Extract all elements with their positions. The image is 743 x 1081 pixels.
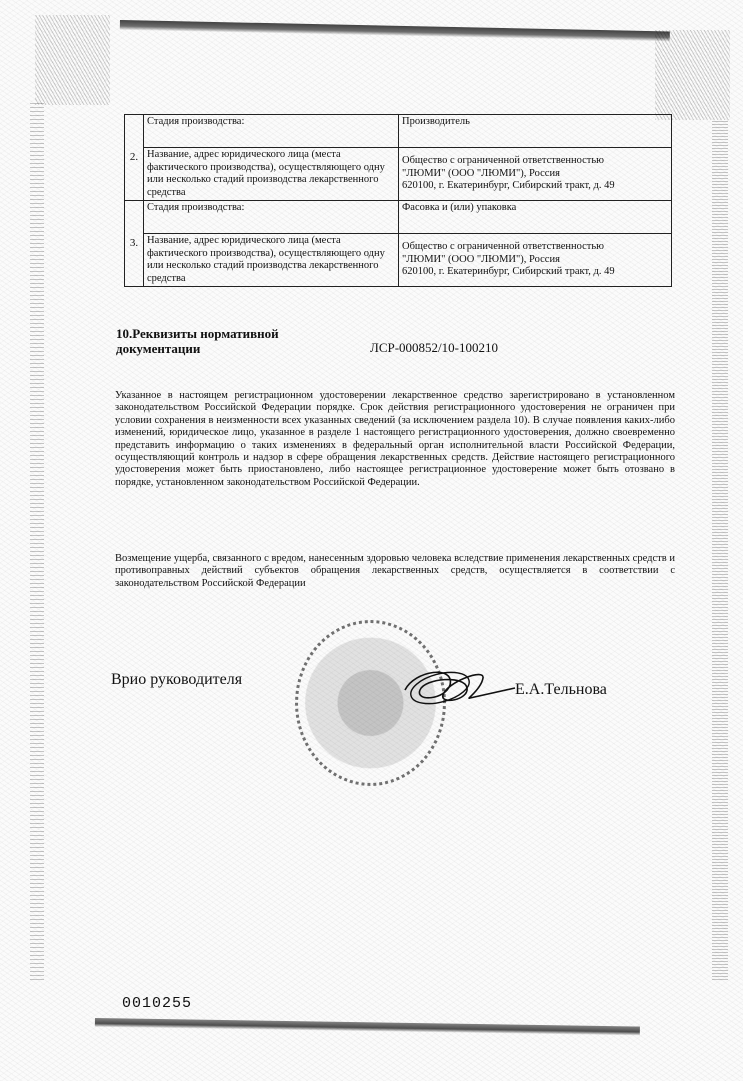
validity-paragraph: Указанное в настоящем регистрационном удостоверении лекарственное средство зарегистрировано в установленном законодательством Российской Федерации порядке. Срок действия регистрационного удостоверения не ограничен при условии сохранения в неизменности всех указанных сведений (за исключением раздела 10). В случае появления каких-либо изменений, юридическое лицо, указанное в разделе 1 настоящего регистрационного удостоверения, должно своевременно представить информацию о таких изменениях в федеральный орган исполнительной власти Российской Федерации, осуществляющий контроль и надзор в сфере обращения лекарственных средств. Действие настоящего регистрационного удостоверения может быть приостановлено, либо настоящее регистрационное удостоверение может быть отозвано в порядке, установленном законодательством Российской Федерации. — [115, 390, 675, 488]
table-row — [125, 234, 672, 287]
table-row — [125, 148, 672, 201]
entity-line: Общество с ограниченной ответственностью — [402, 241, 605, 253]
stage-label: Стадия производства: — [144, 201, 399, 234]
form-serial-number: 0010255 — [122, 995, 193, 1012]
scan-noise-corner — [35, 15, 110, 105]
scan-edge-top — [120, 20, 670, 42]
stage-value: Фасовка и (или) упаковка — [399, 201, 672, 234]
entity-value — [399, 234, 672, 287]
stage-label: Стадия производства: — [144, 115, 399, 148]
table-row — [125, 115, 672, 148]
section-10-title-line: 10.Реквизиты нормативной — [116, 326, 279, 341]
entity-label: Название, адрес юридического лица (места фактического производства), осуществляющего одну или несколько стадий производства лекарственного средства — [144, 234, 399, 287]
scan-noise-left-edge — [30, 100, 44, 980]
section-10-title — [116, 326, 279, 356]
scan-noise-right-edge — [712, 120, 728, 980]
scan-noise-corner — [655, 30, 730, 120]
entity-value — [399, 148, 672, 201]
entity-line: "ЛЮМИ" (ООО "ЛЮМИ"), Россия — [402, 167, 560, 179]
liability-paragraph: Возмещение ущерба, связанного с вредом, нанесенным здоровью человека вследствие применения лекарственных средств и противоправных действий субъектов обращения лекарственных средств, осуществляется в соответствии с законодательством Российской Федерации — [115, 553, 675, 589]
entity-line: "ЛЮМИ" (ООО "ЛЮМИ"), Россия — [402, 253, 560, 265]
section-10-value: ЛСР-000852/10-100210 — [370, 340, 498, 355]
entity-label: Название, адрес юридического лица (места фактического производства), осуществляющего одну или несколько стадий производства лекарственного средства — [144, 148, 399, 201]
signatory-role: Врио руководителя — [111, 671, 243, 688]
signatory-name: Е.А.Тельнова — [515, 681, 607, 698]
row-number: 2. — [125, 115, 144, 201]
entity-line: 620100, г. Екатеринбург, Сибирский тракт, д. 49 — [402, 266, 615, 278]
production-stages-table — [124, 114, 672, 287]
stage-value: Производитель — [399, 115, 672, 148]
scan-edge-bottom — [95, 1018, 640, 1036]
entity-line: 620100, г. Екатеринбург, Сибирский тракт, д. 49 — [402, 180, 615, 192]
table-row — [125, 201, 672, 234]
row-number: 3. — [125, 201, 144, 287]
entity-line: Общество с ограниченной ответственностью — [402, 155, 605, 167]
signature-icon — [395, 660, 520, 710]
section-10-title-line: документации — [116, 341, 201, 356]
